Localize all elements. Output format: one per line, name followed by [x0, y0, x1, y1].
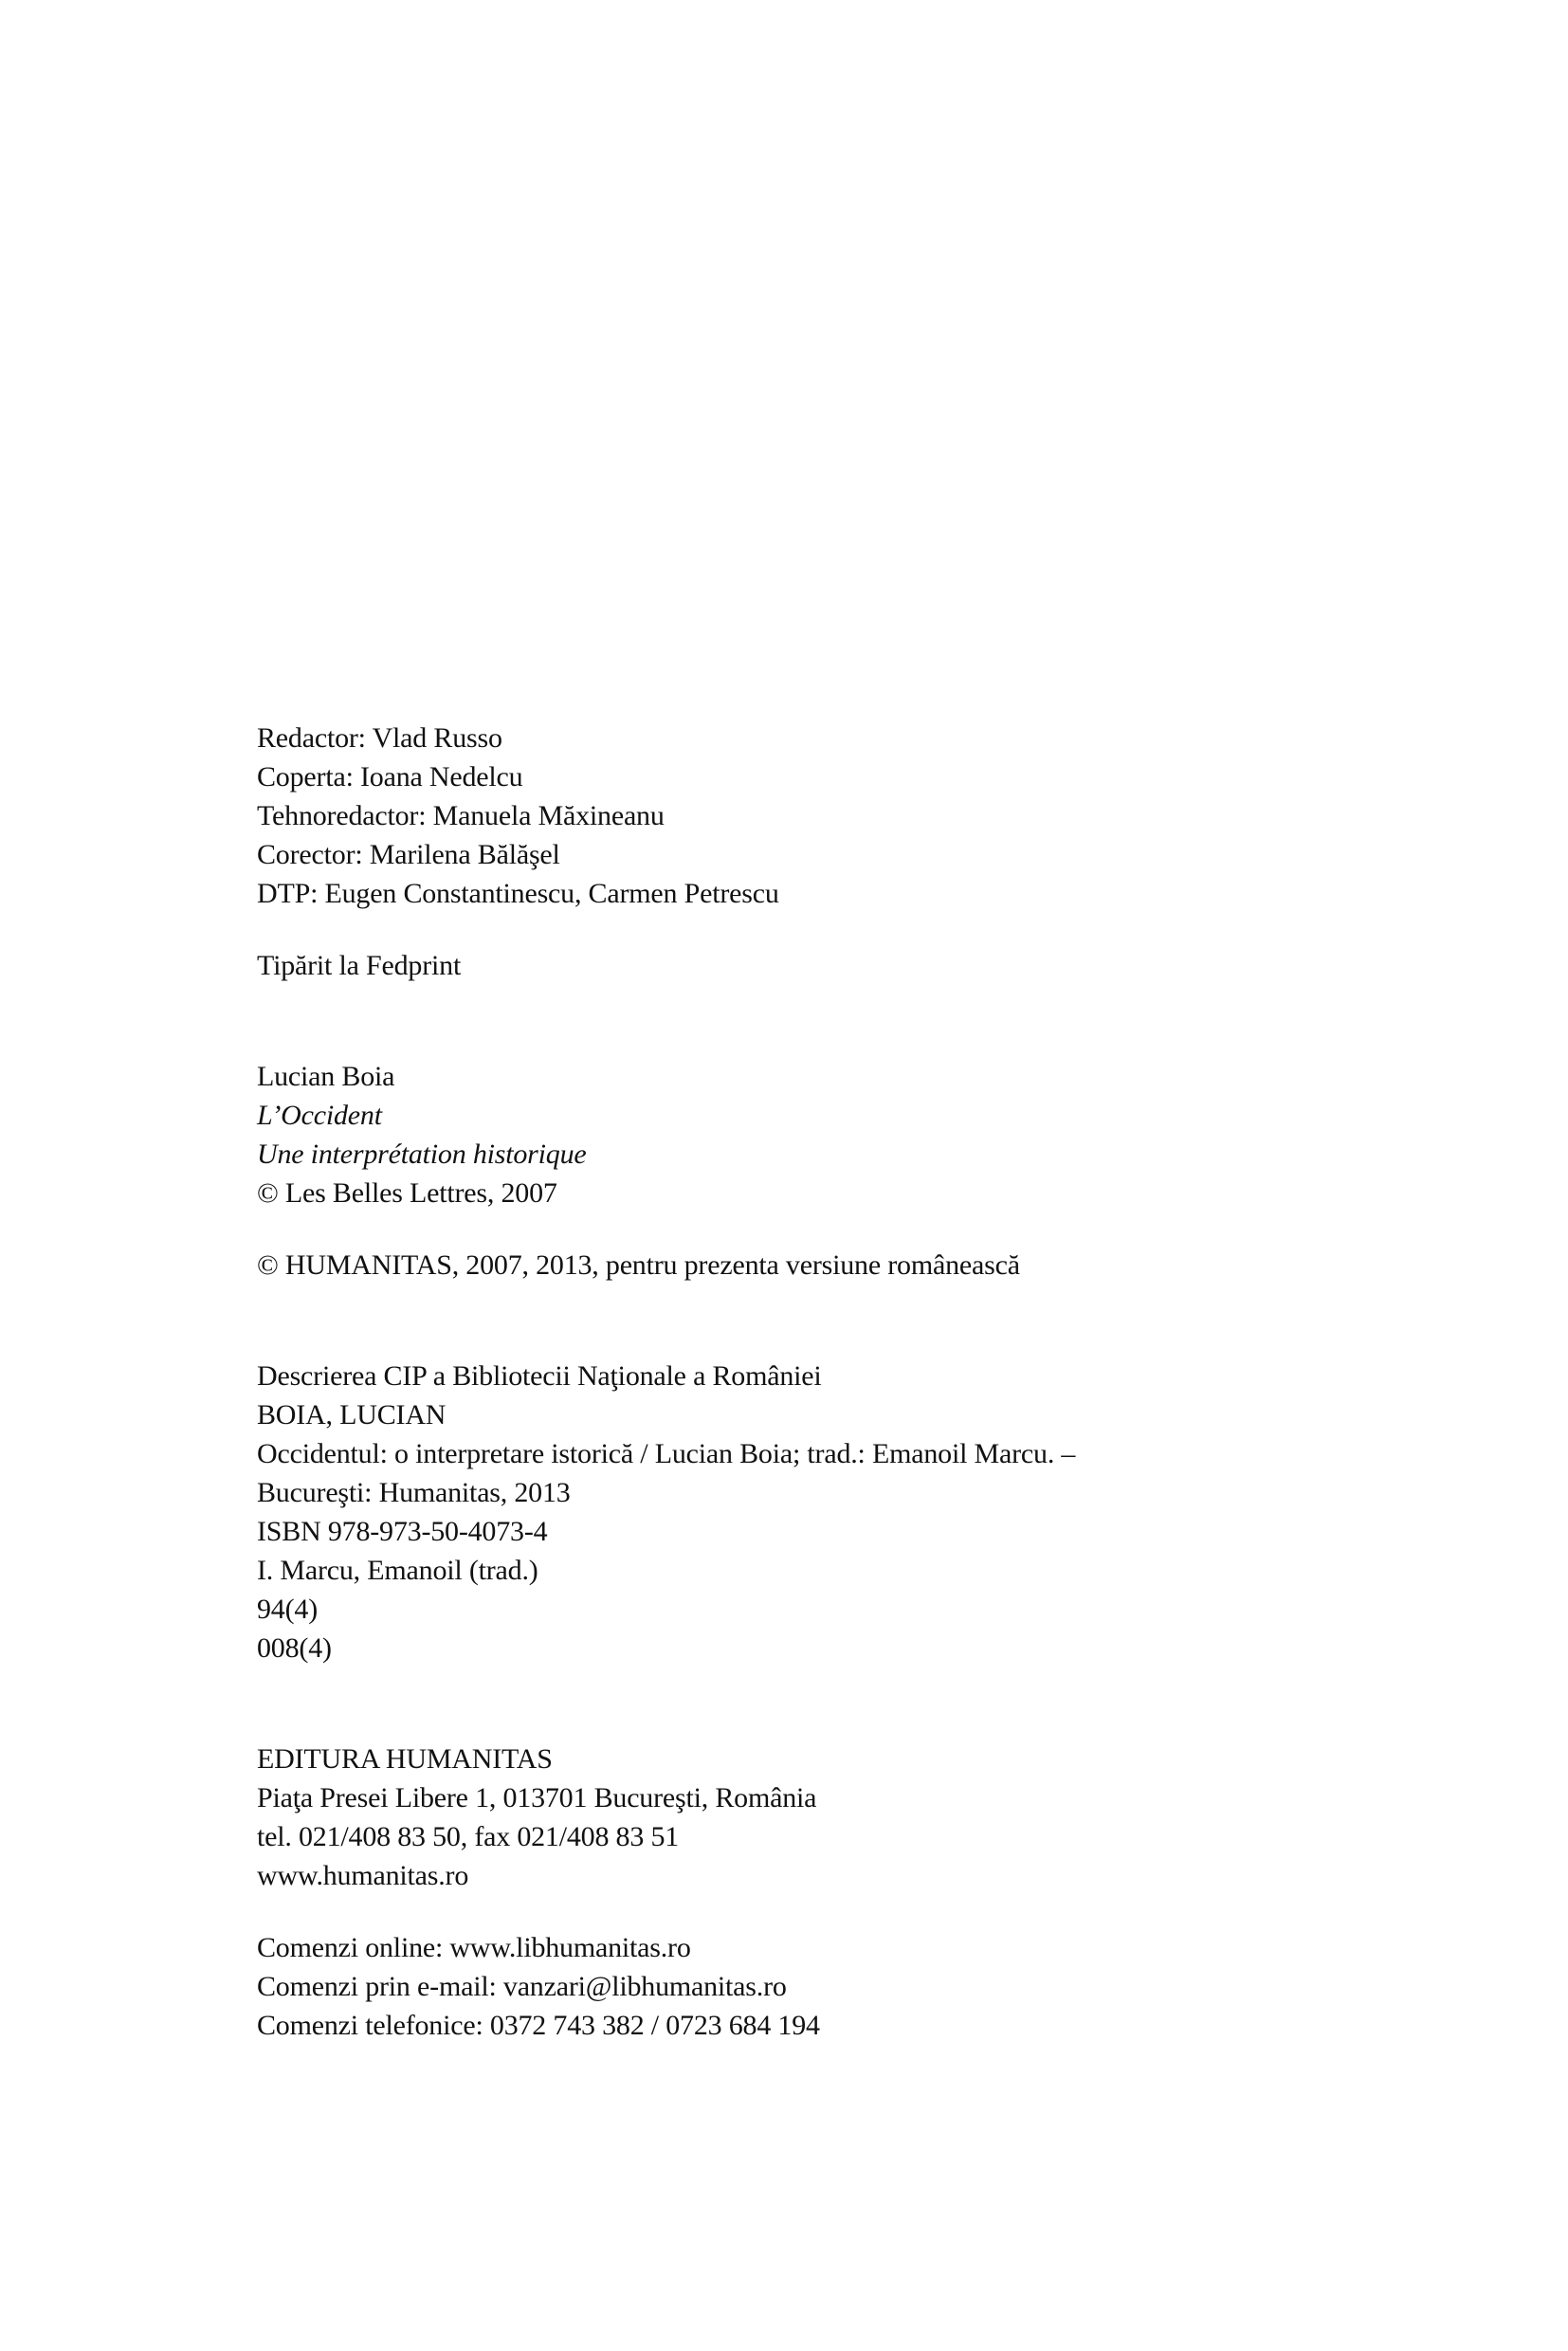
editor-credit: Redactor: Vlad Russo: [257, 722, 502, 754]
original-subtitle: Une interprétation historique: [257, 1139, 587, 1170]
cip-classification: 008(4): [257, 1632, 332, 1664]
spacer: [257, 1285, 1395, 1357]
cip-title-line: Occidentul: o interpretare istorică / Lucian Boia; trad.: Emanoil Marcu. –: [257, 1438, 1076, 1469]
cover-credit: Coperta: Ioana Nedelcu: [257, 761, 523, 793]
romanian-copyright-line: © HUMANITAS, 2007, 2013, pentru prezenta versiune românească: [257, 1249, 1020, 1281]
cip-imprint: Bucureşti: Humanitas, 2013: [257, 1477, 571, 1508]
dtp-credit: DTP: Eugen Constantinescu, Carmen Petrescu: [257, 878, 779, 909]
spacer: [257, 1668, 1395, 1740]
orders-phone: Comenzi telefonice: 0372 743 382 / 0723 684 194: [257, 2010, 820, 2041]
original-copyright: © Les Belles Lettres, 2007: [257, 1177, 557, 1209]
cip-author-heading: BOIA, LUCIAN: [257, 1399, 447, 1431]
orders-email: Comenzi prin e-mail: vanzari@libhumanitas.ro: [257, 1971, 787, 2002]
publisher-address: Piaţa Presei Libere 1, 013701 Bucureşti, România: [257, 1782, 817, 1813]
cip-isbn: ISBN 978-973-50-4073-4: [257, 1516, 548, 1547]
printer-line: Tipărit la Fedprint: [257, 950, 462, 981]
original-title: L’Occident: [257, 1100, 382, 1131]
cip-header: Descrierea CIP a Bibliotecii Naţionale a României: [257, 1360, 822, 1392]
cip-classification: 94(4): [257, 1594, 318, 1625]
cip-translator: I. Marcu, Emanoil (trad.): [257, 1555, 538, 1586]
technical-editor-credit: Tehnoredactor: Manuela Măxineanu: [257, 800, 665, 831]
proofreader-credit: Corector: Marilena Bălăşel: [257, 839, 560, 870]
romanian-copyright: [257, 1246, 1395, 1285]
publisher-phone-fax: tel. 021/408 83 50, fax 021/408 83 51: [257, 1821, 680, 1852]
publisher-website: www.humanitas.ro: [257, 1860, 469, 1891]
spacer: [257, 913, 1395, 946]
printing-info: [257, 946, 1395, 985]
orders-online: Comenzi online: www.libhumanitas.ro: [257, 1932, 691, 1963]
publisher-info: [257, 1740, 1395, 1895]
original-edition: [257, 1057, 1395, 1212]
cip-record: [257, 1357, 1395, 1668]
orders-info: [257, 1928, 1395, 2045]
original-author: Lucian Boia: [257, 1061, 395, 1092]
spacer: [257, 1895, 1395, 1928]
spacer: [257, 985, 1395, 1057]
publisher-name: EDITURA HUMANITAS: [257, 1743, 553, 1775]
colophon-text: [257, 719, 1395, 2045]
spacer: [257, 1212, 1395, 1246]
staff-credits: [257, 719, 1395, 913]
